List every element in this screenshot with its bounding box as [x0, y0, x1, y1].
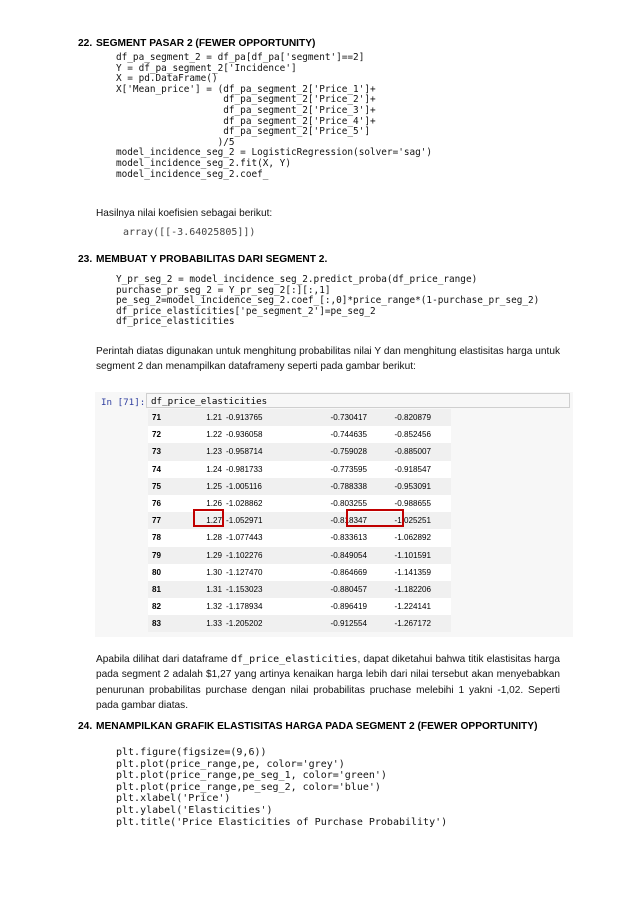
row-index: 81 [148, 581, 190, 598]
price-cell: 1.22 [190, 426, 223, 443]
price-cell: 1.23 [190, 443, 223, 460]
section-22-heading [78, 38, 315, 49]
section-23-heading [78, 254, 327, 265]
pe-cell: -0.913765 [223, 409, 304, 426]
section-24-heading [78, 721, 537, 732]
pe-segment-2-cell: -0.885007 [367, 443, 451, 460]
table-row [148, 598, 451, 615]
table-row [148, 478, 451, 495]
pe-segment-1-cell: -0.788338 [304, 478, 367, 495]
table-row [148, 426, 451, 443]
pe-cell: -1.028862 [223, 495, 304, 512]
table-row [148, 564, 451, 581]
price-highlight-box [193, 509, 224, 527]
pe-segment-2-cell: -0.820879 [367, 409, 451, 426]
row-index: 82 [148, 598, 190, 615]
pe-segment-1-cell: -0.730417 [304, 409, 367, 426]
section-23-explanation [96, 652, 560, 714]
pe-segment-2-cell: -1.062892 [367, 529, 451, 546]
section-23-title: MEMBUAT Y PROBABILITAS DARI SEGMENT 2. [96, 254, 328, 265]
pe-segment-2-cell: -1.101591 [367, 547, 451, 564]
pe-segment-1-cell: -0.759028 [304, 443, 367, 460]
pe-segment-1-cell: -0.818347 [304, 512, 367, 529]
explanation-text-1: Apabila dilihat dari dataframe [96, 654, 232, 665]
pe-cell: -1.205202 [223, 615, 304, 632]
price-cell: 1.26 [190, 495, 223, 512]
table-row [148, 547, 451, 564]
pe-segment-1-cell: -0.849054 [304, 547, 367, 564]
pe-segment-2-cell: -0.852456 [367, 426, 451, 443]
pe-cell: -1.127470 [223, 564, 304, 581]
section-22-code: df_pa_segment_2 = df_pa[df_pa['segment']==2] Y = df_pa_segment_2['Incidence'] X = pd.DataFrame() X['Mean_price'] = (df_pa_segment_2['Price_1']+ df_pa_segment_2['Price_2']+ df_pa_segment_2['Price_3']+ df_pa_segment_2['Price_4']+ df_pa_segment_2['Price_5'] )/5 model_incidence_seg_2 = LogisticRegression(solver='sag') model_incidence_seg_2.fit(X, Y) model_incidence_seg_2.coef_ [116, 52, 433, 180]
section-23-code: Y_pr_seg_2 = model_incidence_seg_2.predict_proba(df_price_range) purchase_pr_seg_2 = Y_pr_seg_2[:][:,1] pe_seg_2=model_incidence_seg_2.coef_[:,0]*price_range*(1-purchase_pr_seg_2) df_price_elasticities['pe_segment_2']=pe_seg_2 df_price_elasticities [116, 274, 540, 328]
pe-segment-2-cell: -0.988655 [367, 495, 451, 512]
pe-segment-2-cell: -0.918547 [367, 461, 451, 478]
pe-cell: -1.178934 [223, 598, 304, 615]
section-22-result-text: Hasilnya nilai koefisien sebagai berikut: [96, 208, 273, 219]
pe-segment-1-cell: -0.803255 [304, 495, 367, 512]
pe-segment-1-cell: -0.833613 [304, 529, 367, 546]
row-index: 79 [148, 547, 190, 564]
row-index: 74 [148, 461, 190, 478]
row-index: 77 [148, 512, 190, 529]
price-cell: 1.21 [190, 409, 223, 426]
section-24-number: 24. [78, 721, 93, 732]
price-cell: 1.24 [190, 461, 223, 478]
price-cell: 1.28 [190, 529, 223, 546]
explanation-code: df_price_elasticities [231, 654, 358, 665]
pe-cell: -1.005116 [223, 478, 304, 495]
row-index: 80 [148, 564, 190, 581]
price-cell: 1.30 [190, 564, 223, 581]
section-22-number: 22. [78, 38, 93, 49]
pe-segment-1-cell: -0.880457 [304, 581, 367, 598]
section-23-number: 23. [78, 254, 93, 265]
pe-cell: -1.052971 [223, 512, 304, 529]
pe-cell: -1.102276 [223, 547, 304, 564]
section-22-title: SEGMENT PASAR 2 (FEWER OPPORTUNITY) [96, 38, 316, 49]
price-cell: 1.31 [190, 581, 223, 598]
pe-segment-2-cell: -1.141359 [367, 564, 451, 581]
section-22-result-output: array([[-3.64025805]]) [123, 227, 256, 238]
price-cell: 1.27 [190, 512, 223, 529]
elasticity-highlight-box [346, 509, 404, 527]
section-23-paragraph: Perintah diatas digunakan untuk menghitung probabilitas nilai Y dan menghitung elastisitas harga untuk segment 2 dan menampilkan dataframeny seperti pada gambar berikut: [96, 346, 560, 373]
table-row [148, 409, 451, 426]
notebook-input-cell: df_price_elasticities [146, 393, 570, 408]
row-index: 78 [148, 529, 190, 546]
pe-segment-1-cell: -0.744635 [304, 426, 367, 443]
table-row [148, 443, 451, 460]
row-index: 73 [148, 443, 190, 460]
row-index: 71 [148, 409, 190, 426]
pe-segment-2-cell: -1.182206 [367, 581, 451, 598]
pe-cell: -0.958714 [223, 443, 304, 460]
table-row [148, 581, 451, 598]
table-row [148, 461, 451, 478]
section-24-code: plt.figure(figsize=(9,6)) plt.plot(price_range,pe, color='grey') plt.plot(price_range,pe_seg_1, color='green') plt.plot(price_range,pe_seg_2, color='blue') plt.xlabel('Price') plt.ylabel('Elasticities') plt.title('Price Elasticities of Purchase Probability') [116, 747, 448, 828]
pe-cell: -0.936058 [223, 426, 304, 443]
pe-segment-2-cell: -1.224141 [367, 598, 451, 615]
row-index: 75 [148, 478, 190, 495]
table-row [148, 529, 451, 546]
section-24-title: MENAMPILKAN GRAFIK ELASTISITAS HARGA PADA SEGMENT 2 (FEWER OPPORTUNITY) [96, 721, 538, 732]
pe-cell: -0.981733 [223, 461, 304, 478]
pe-segment-1-cell: -0.773595 [304, 461, 367, 478]
row-index: 72 [148, 426, 190, 443]
explanation-text-2: , dapat diketahui bahwa titik elastisitas harga pada segment 2 adalah $1,27 yang artinya kenaikan harga lebih dari nilai tersebut akan menyebabkan penurunan probabilitas purchase dengan nilai probabilitas pruchase melebihi 1 yakni -1,02. Seperti pada gambar diatas. [96, 654, 560, 712]
pe-segment-1-cell: -0.912554 [304, 615, 367, 632]
pe-cell: -1.077443 [223, 529, 304, 546]
table-row [148, 615, 451, 632]
price-cell: 1.25 [190, 478, 223, 495]
row-index: 76 [148, 495, 190, 512]
pe-segment-1-cell: -0.864669 [304, 564, 367, 581]
pe-cell: -1.153023 [223, 581, 304, 598]
price-cell: 1.32 [190, 598, 223, 615]
notebook-prompt: In [71]: [101, 397, 146, 408]
pe-segment-2-cell: -1.025251 [367, 512, 451, 529]
row-index: 83 [148, 615, 190, 632]
pe-segment-1-cell: -0.896419 [304, 598, 367, 615]
price-cell: 1.33 [190, 615, 223, 632]
pe-segment-2-cell: -0.953091 [367, 478, 451, 495]
pe-segment-2-cell: -1.267172 [367, 615, 451, 632]
price-cell: 1.29 [190, 547, 223, 564]
